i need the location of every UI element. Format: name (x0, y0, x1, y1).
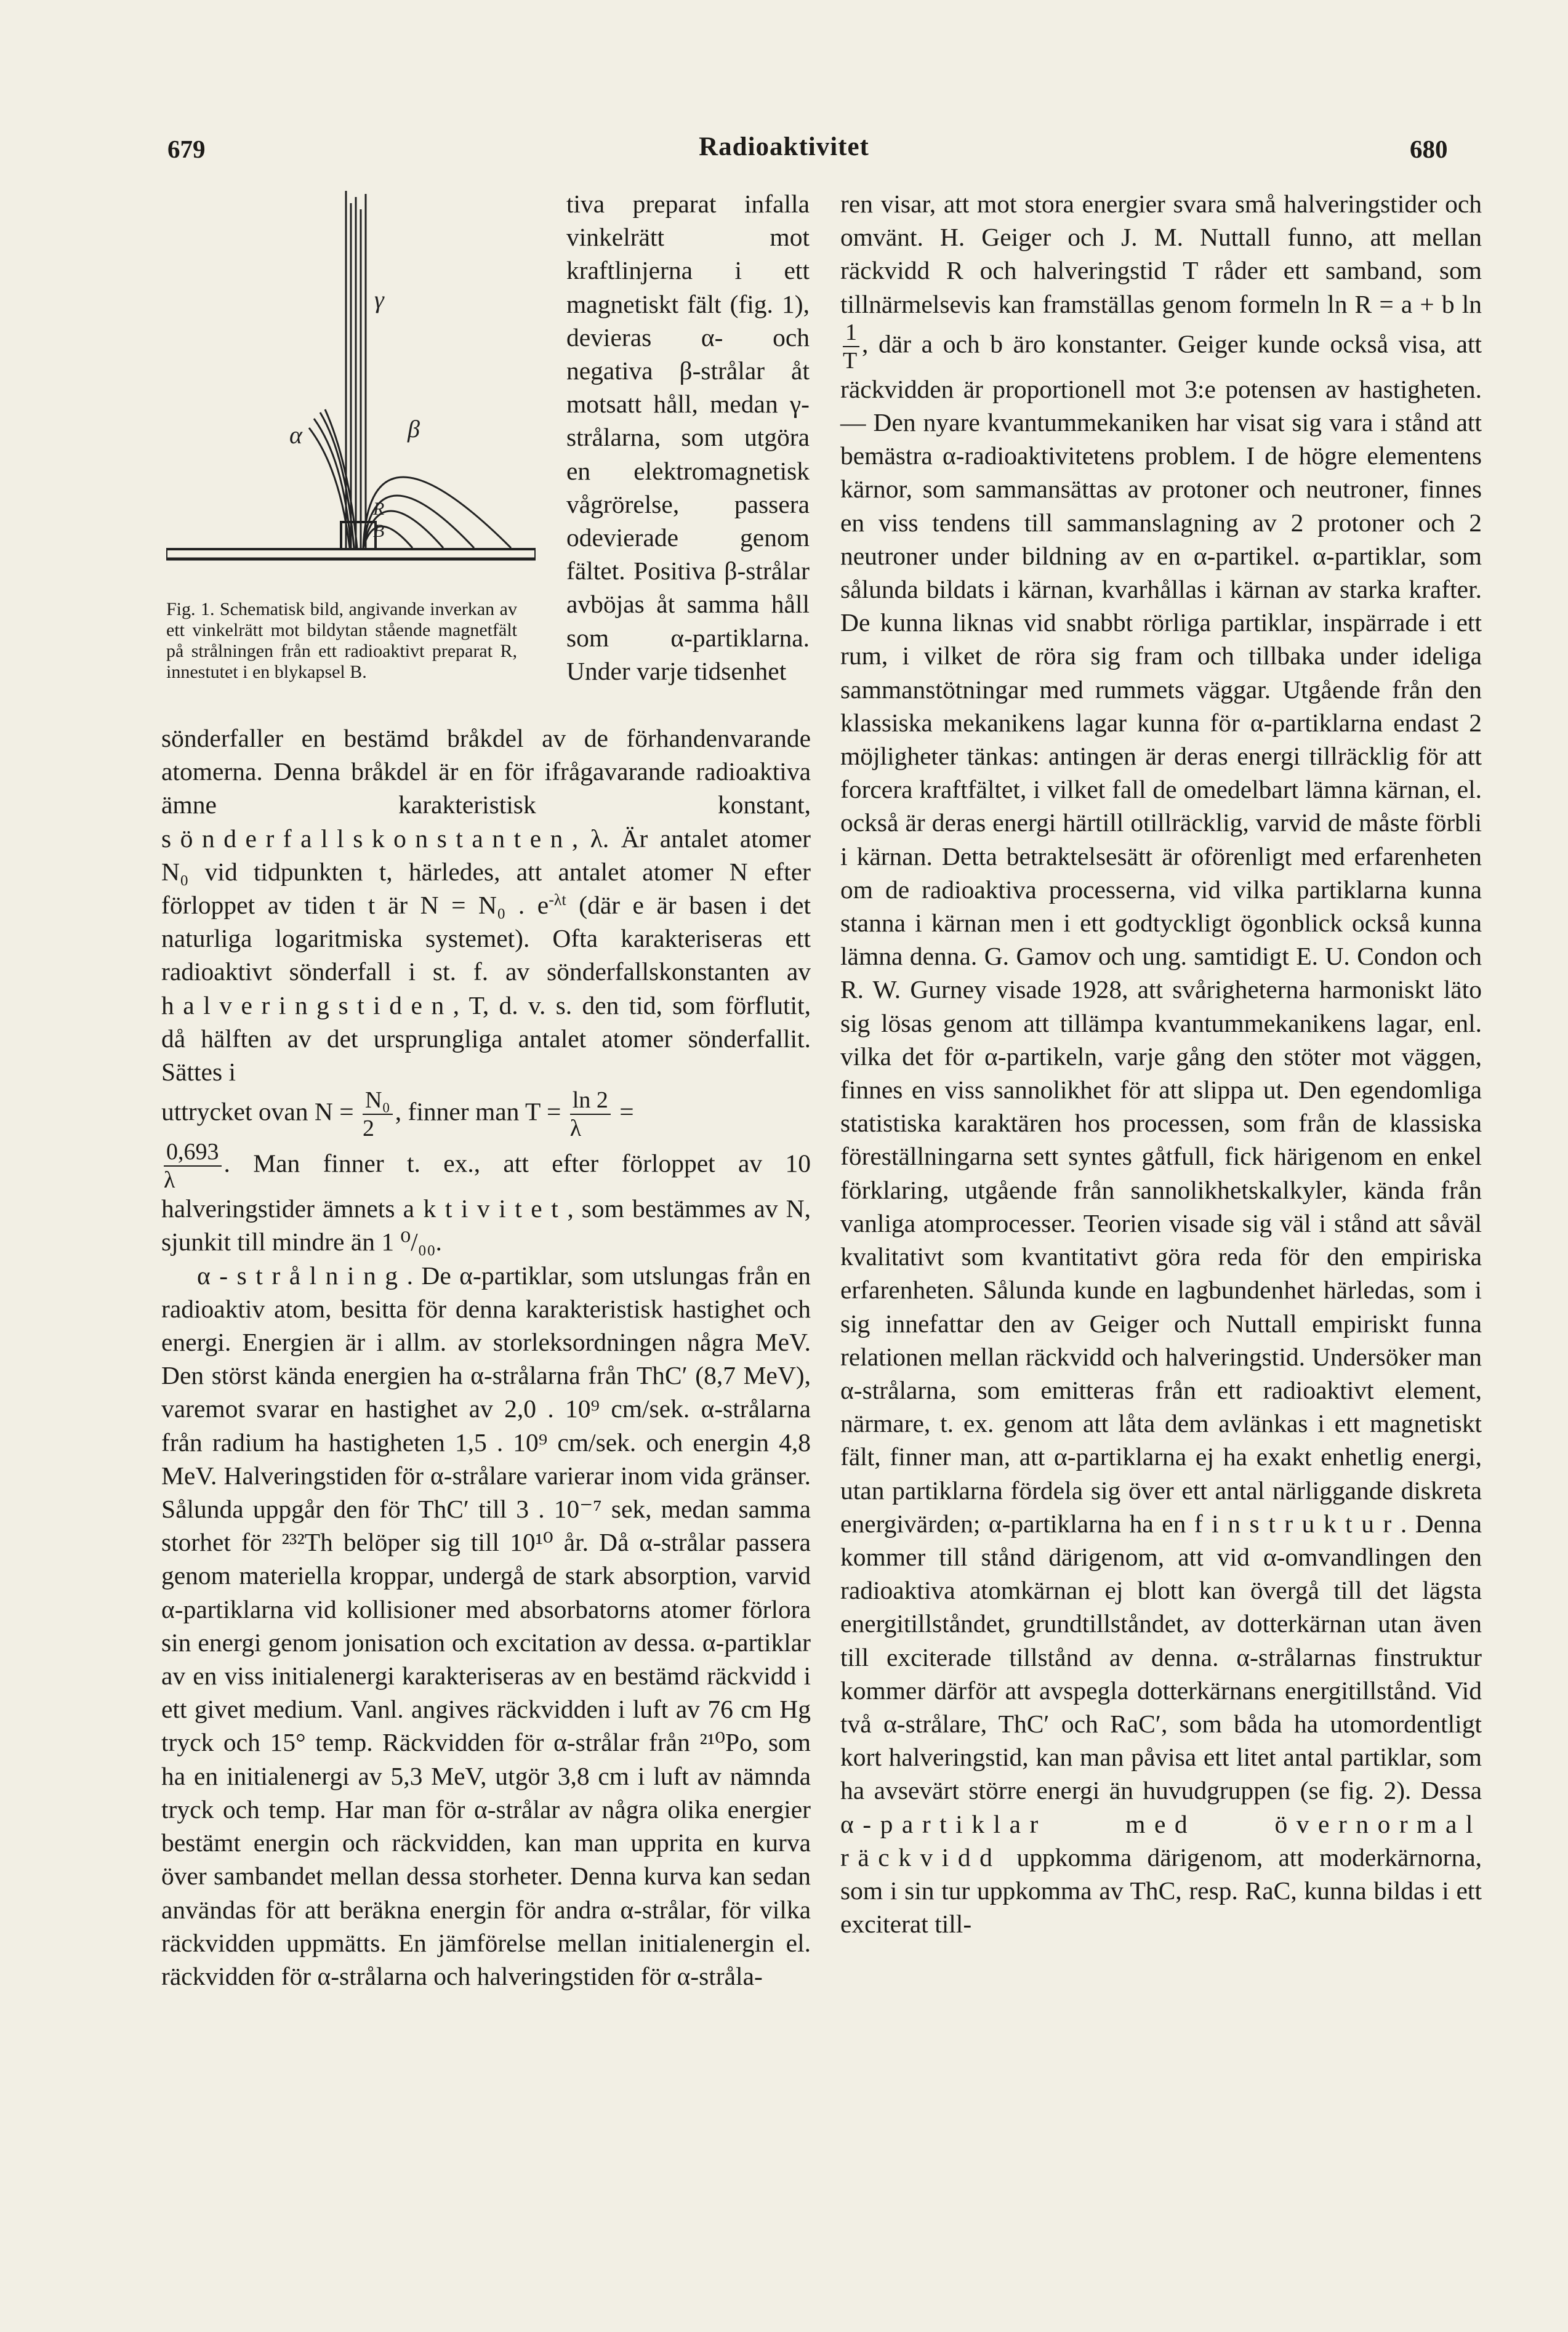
term-finstruktur: finstruktur (1194, 1509, 1401, 1538)
term-overnormal-rackvidd: α-partiklar med övernormal räckvidd (840, 1809, 1482, 1872)
page-number-left: 679 (167, 135, 206, 163)
exponent: -λt (549, 891, 566, 909)
alpha-label: α (289, 421, 302, 449)
fraction-0693-over-lambda: $\frac{0,693}{\lambda}$ (164, 1140, 222, 1192)
page-number-right: 680 (1410, 135, 1448, 163)
figure-radiation-diagram (166, 185, 536, 591)
term-aktivitet: aktivitet (403, 1194, 568, 1223)
term-alpha-stralning: α-strålning (197, 1261, 407, 1290)
term-sonderfallskonstanten: sönderfallskonstanten (161, 824, 572, 853)
right-column (840, 187, 1482, 1940)
paragraph-activity: $\frac{0,693}{\lambda}$ . Man finner t. ex., att efter förloppet av 10 halveringstider ämnets aktivitet, som bestämmes av N, sjunkit till mindre än 1 ⁰/₀₀. (161, 1139, 811, 1256)
paragraph-geiger-nuttall: ren visar, att mot stora energier svara små halveringstider och omvänt. H. Geiger och J. M. Nuttall funno, att mellan räckvidd R och halveringstid T råder ett samband, som tillnärmelsevis kan framställas genom formeln ln R = a + b ln $\frac{1}{T}$ , där a och b äro konstanter. Geiger kunde också visa, att räckvidden är proportionell mot 3:e potensen av hastigheten. — Den nyare kvantummekaniken har visat sig vara i stånd att bemästra α-radioaktivitetens problem. I de högre elementens kärnor, som sammansättas av protoner och neutroner, finnes en viss tendens till sammanslagning av 2 protoner och 2 neutroner under bildning av en α-partikel. α-partiklar, som sålunda bildats i kärnan, kvarhållas i kärnan av starka krafter. De kunna liknas vid snabbt rörliga partiklar, inspärrade i ett rum, i vilket de röra sig fram och tillbaka under ideliga sammanstötningar med rummets väggar. Utgående från den klassiska mekanikens lagar kunna för α-partiklarna endast 2 möjligheter tänkas: antingen är deras energi tillräcklig för att forcera kraftfältet, i vilket fall de omedelbart lämna kärnan, el. också är deras energi härtill otillräcklig, varvid de måste förbli i kärnan. Detta betraktelsesätt är oförenligt med erfarenheten om de radioaktiva processerna, vid vilka partiklarna kunna stanna i kärnan men i ett godtyckligt ögonblick också kunna lämna denna. G. Gamov och ung. samtidigt E. U. Condon och R. W. Gurney visade 1928, att svårigheterna harmoniskt läto sig lösas genom att tillämpa kvantummekanikens lagar, enl. vilka det för α-partikeln, varje gång den stöter mot väggen, finnes en viss sannolikhet för att slippa ut. Den egendomliga statistiska karaktären hos processen, som från de klassiska föreställningarna sett syntes gåtfull, fick härigenom en enkel förklaring, utgående från sannolikhetskalkyler, kända från vanliga atomprocesser. Teorien visade sig väl i stånd att såväl kvalitativt som kvantitativt göra reda för den empiriska erfarenheten. Sålunda kunde en lagbundenhet härledas, som i sig innefattar den av Geiger och Nuttall empiriskt funna relationen mellan räckvidd och halveringstid. Undersöker man α-strålarna, som emitteras från ett radioaktivt element, närmare, t. ex. genom att låta dem avlänkas i ett magnetiskt fält, finner man, att α-partiklarna ej ha exakt enhetlig energi, utan partiklarna fördela sig över ett antal närliggande diskreta energivärden; α-partiklarna ha en finstruktur. Denna kommer till stånd därigenom, att vid α-omvandlingen den radioaktiva atomkärnan ej blott kan övergå till det lägsta energitillståndet, grundtillståndet, av dotterkärnan utan även till exciterade tillstånd av denna. α-strålarnas finstruktur kommer därför att avspegla dotterkärnans energitillstånd. Vid två α-strålare, ThC′ och RaC′, som båda ha utomordentligt kort halveringstid, kan man påvisa ett litet antal partiklar, som ha avsevärt större energi än huvudgruppen (se fig. 2). Dessa α-partiklar med övernormal räckvidd uppkomma därigenom, att moderkärnorna, som i sin tur uppkomma av ThC, resp. RaC, kunna bildas i ett exciterat till- (840, 190, 1482, 1939)
B-label: B (373, 521, 385, 541)
fraction-1-over-T: $\frac{1}{T}$ (843, 321, 859, 372)
fraction-ln2-over-lambda: $\frac{\ln 2}{\lambda}$ (570, 1088, 611, 1140)
gamma-label: γ (374, 286, 384, 313)
paragraph-decay-constant: sönderfaller en bestämd bråkdel av de förhandenvarande atomerna. Denna bråkdel är en för ifrågavarande radioaktiva ämne karakteristisk konstant, sönderfallskonstanten, λ. Är antalet atomer N₀ vid tidpunkten t, härledes, att antalet atomer N efter förloppet av tiden t är N = N₀ . $e^{-\lambda t}$ (där e är basen i det naturliga logaritmiska systemet). Ofta karakteriseras ett radioaktivt sönderfall i st. f. av sönderfallskonstanten av halveringstiden, T, d. v. s. den tid, som förflutit, då hälften av det ursprungliga antalet atomer sönderfallit. Sättes i (161, 724, 811, 1087)
beta-label: β (408, 415, 420, 443)
left-column-wrap-text (566, 187, 810, 688)
half-life-formula: uttrycket ovan N = $\frac{\text{N₀}}{2}$ , finner man T = $\frac{\ln 2}{\lambda}$ = (161, 1087, 634, 1142)
R-label: R (373, 499, 385, 519)
paragraph-alpha-radiation: α-strålning. De α-partiklar, som utslungas från en radioaktiv atom, besitta för denna karakteristisk hastighet och energi. Energien är i allm. av storleksordningen några MeV. Den störst kända energien ha α-strålarna från ThC′ (8,7 MeV), varemot svarar en hastighet av 2,0 . 10⁹ cm/sek. α-strålarna från radium ha hastigheten 1,5 . 10⁹ cm/sek. och energin 4,8 MeV. Halveringstiden för α-strålare varierar inom vida gränser. Sålunda uppgår den för ThC′ till 3 . 10⁻⁷ sek, medan samma storhet för ²³²Th belöper sig till 10¹⁰ år. Då α-strålar passera genom materiella kroppar, undergå de stark absorption, varvid α-partiklarna vid kollisioner med absorbatorns atomer förlora sin energi genom jonisation och excitation av dessa. α-partiklar av en viss initialenergi karakteriseras av en bestämd räckvidd i ett givet medium. Vanl. angives räckvidden i luft av 76 cm Hg tryck och 15° temp. Räckvidden för α-strålar från ²¹⁰Po, som ha en initialenergi av 5,3 MeV, utgör 3,8 cm i luft av nämnda tryck och temp. Har man för α-strålar av några olika energier bestämt energin och räckvidden, kan man upprita en kurva över sambandet mellan dessa storheter. Denna kurva kan sedan användas för att beräkna energin för andra α-strålar, för vilka räckvidden uppmätts. En jämförelse mellan initialenergin el. räckvidden för α-strålarna och halveringstiden för α-stråla- (161, 1261, 811, 1990)
left-column (161, 722, 811, 1993)
figure-caption: Fig. 1. Schematisk bild, angivande inverkan av ett vinkelrätt mot bildytan stående magnetfält på strålningen från ett radioaktivt preparat R, innestutet i en blykapsel B. (166, 599, 517, 682)
running-head: Radioaktivitet (699, 132, 869, 161)
fraction-n0-over-2: $\frac{\text{N₀}}{2}$ (363, 1088, 393, 1140)
wrap-paragraph: tiva preparat infalla vinkelrätt mot kraftlinjerna i ett magnetiskt fält (fig. 1), devieras α- och negativa β-strålar åt motsatt håll, medan γ-strålarna, som utgöra en elektromagnetisk vågrörelse, passera odevierade genom fältet. Positiva β-strålar avböjas åt samma håll som α-partiklarna. Under varje tidsenhet (566, 190, 810, 685)
term-halveringstiden: halveringstiden (161, 991, 453, 1019)
